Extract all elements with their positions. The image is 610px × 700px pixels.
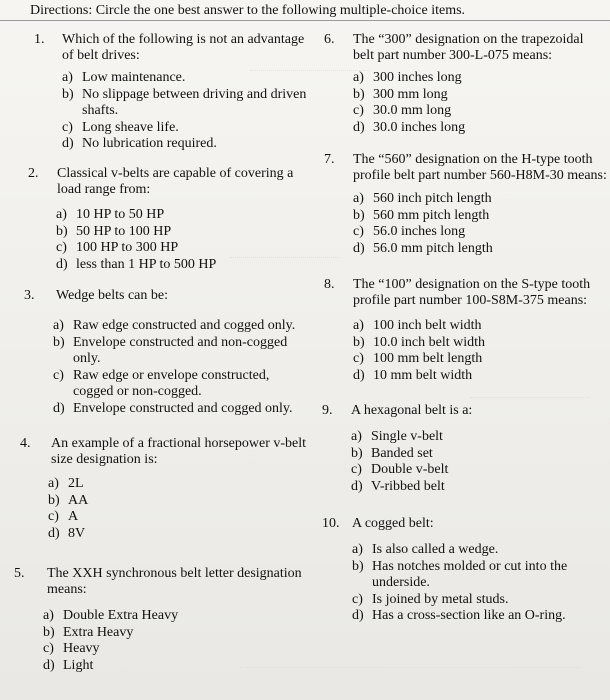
option-1a[interactable]: a) Low maintenance. [62, 70, 186, 85]
option-2a[interactable]: a) 10 HP to 50 HP [56, 207, 165, 222]
question-9-options [351, 429, 551, 495]
question-4-text: An example of a fractional horsepower v-belt size designation is: [51, 436, 307, 467]
option-2d[interactable]: d) less than 1 HP to 500 HP [56, 256, 217, 272]
option-4c[interactable]: c) A [48, 509, 79, 524]
question-9-number: 9. [322, 403, 333, 418]
question-1-number: 1. [34, 32, 45, 47]
option-6d[interactable]: d) 30.0 inches long [353, 119, 466, 135]
question-8-text: The “100” designation on the S-type tooth profile part number 100-S8M-375 means: [353, 277, 591, 308]
option-9b[interactable]: b) Banded set [351, 445, 433, 461]
question-7-text: The “560” designation on the H-type tooth profile belt part number 560-H8M-30 means: [353, 152, 607, 183]
question-3-number: 3. [24, 288, 35, 303]
question-2-number: 2. [28, 166, 39, 181]
option-10d[interactable]: d) Has a cross-section like an O-ring. [352, 608, 566, 623]
option-10b[interactable]: b) Has notches molded or cut into the underside. [352, 558, 568, 590]
question-8-options [353, 318, 553, 384]
question-1-options [62, 70, 307, 153]
option-4d[interactable]: d) 8V [48, 525, 86, 541]
question-3-options [53, 318, 308, 417]
question-6-options [353, 70, 553, 136]
option-7b[interactable]: b) 560 mm pitch length [353, 207, 490, 223]
question-2-text: Classical v-belts are capable of covering a load range from: [57, 166, 294, 197]
option-8c[interactable]: c) 100 mm belt length [353, 351, 483, 366]
question-4-number: 4. [20, 436, 31, 451]
question-5-text: The XXH synchronous belt letter designation means: [47, 566, 302, 597]
option-6b[interactable]: b) 300 mm long [353, 86, 448, 102]
option-7a[interactable]: a) 560 inch pitch length [353, 191, 492, 206]
option-6c[interactable]: c) 30.0 mm long [353, 103, 452, 118]
option-8a[interactable]: a) 100 inch belt width [353, 318, 482, 333]
option-9a[interactable]: a) Single v-belt [351, 429, 443, 444]
option-8d[interactable]: d) 10 mm belt width [353, 367, 473, 383]
option-10a[interactable]: a) Is also called a wedge. [352, 542, 499, 557]
option-6a[interactable]: a) 300 inches long [353, 70, 462, 85]
option-5a[interactable]: a) Double Extra Heavy [43, 608, 179, 623]
option-7d[interactable]: d) 56.0 mm pitch length [353, 240, 493, 256]
option-1d[interactable]: d) No lubrication required. [62, 136, 217, 151]
option-3c[interactable]: c) Raw edge or envelope constructed, cogged or non-cogged. [53, 367, 270, 399]
option-9d[interactable]: d) V-ribbed belt [351, 478, 445, 494]
question-1-text: Which of the following is not an advantage of belt drives: [62, 32, 305, 63]
question-7-options [353, 191, 573, 257]
question-7-number: 7. [324, 152, 335, 167]
option-3a[interactable]: a) Raw edge constructed and cogged only. [53, 318, 296, 333]
option-2c[interactable]: c) 100 HP to 300 HP [56, 240, 179, 255]
question-6-number: 6. [324, 32, 335, 47]
question-10-options [352, 542, 587, 625]
option-7c[interactable]: c) 56.0 inches long [353, 224, 466, 239]
question-5-options [43, 608, 243, 674]
question-5-number: 5. [14, 566, 25, 581]
question-2-options [56, 207, 296, 273]
option-3b[interactable]: b) Envelope constructed and non-cogged only. [53, 334, 288, 366]
option-8b[interactable]: b) 10.0 inch belt width [353, 334, 485, 350]
option-1c[interactable]: c) Long sheave life. [62, 119, 179, 135]
option-5d[interactable]: d) Light [43, 657, 94, 673]
bleed-through-mark [240, 655, 580, 668]
option-5b[interactable]: b) Extra Heavy [43, 624, 134, 640]
question-6-text: The “300” designation on the trapezoidal belt part number 300-L-075 means: [353, 32, 584, 63]
header-divider [0, 20, 610, 21]
option-4b[interactable]: b) AA [48, 492, 89, 508]
option-4a[interactable]: a) 2L [48, 476, 84, 491]
option-10c[interactable]: c) Is joined by metal studs. [352, 591, 509, 607]
question-8-number: 8. [324, 277, 335, 292]
directions-heading: Directions: Circle the one best answer to the following multiple-choice items. [30, 3, 466, 18]
question-10-number: 10. [322, 516, 340, 531]
question-4-options [48, 476, 168, 542]
option-3d[interactable]: d) Envelope constructed and cogged only. [53, 400, 293, 416]
option-2b[interactable]: b) 50 HP to 100 HP [56, 223, 172, 239]
bleed-through-mark [470, 385, 590, 398]
question-10-text: A cogged belt: [352, 516, 434, 531]
question-3-text: Wedge belts can be: [56, 288, 168, 303]
option-1b[interactable]: b) No slippage between driving and driven shafts. [62, 86, 307, 118]
question-9-text: A hexagonal belt is a: [351, 403, 473, 418]
option-9c[interactable]: c) Double v-belt [351, 462, 449, 477]
option-5c[interactable]: c) Heavy [43, 641, 100, 656]
